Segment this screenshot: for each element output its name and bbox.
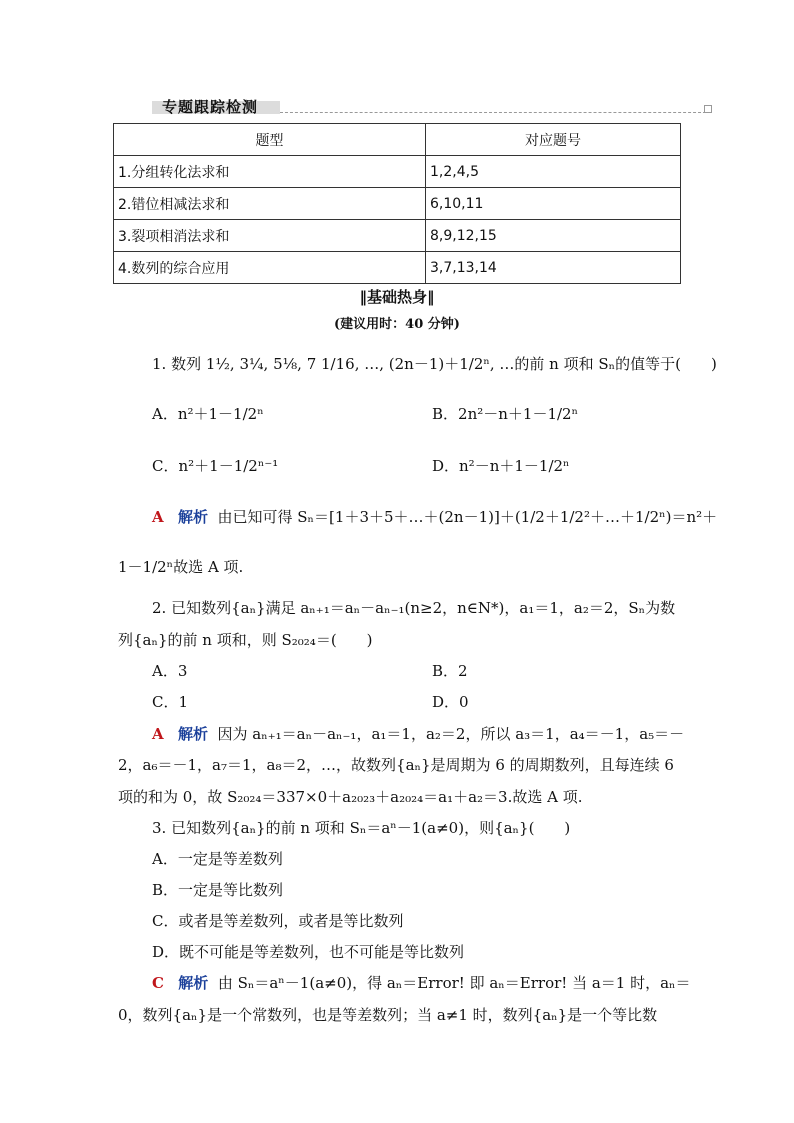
table-cell: 1,2,4,5 xyxy=(426,156,681,188)
header-divider xyxy=(280,112,706,113)
q2-stem-line1: 2. 已知数列{aₙ}满足 aₙ₊₁＝aₙ－aₙ₋₁(n≥2，n∈N*)，a₁＝1，a₂＝2，Sₙ为数 xyxy=(152,599,676,617)
q1-solution-line2: 1－1/2ⁿ故选 A 项. xyxy=(118,558,244,576)
table-cell: 4.数列的综合应用 xyxy=(114,252,426,284)
q1-option-c: C．n²＋1－1/2ⁿ⁻¹ xyxy=(152,457,279,475)
q1-solution-label: 解析 xyxy=(177,508,208,526)
header-corner-mark xyxy=(704,105,712,113)
table-cell: 8,9,12,15 xyxy=(426,220,681,252)
q3-option-d: D．既不可能是等差数列，也不可能是等比数列 xyxy=(152,943,465,961)
q3-option-a: A．一定是等差数列 xyxy=(152,850,283,868)
q1-solution-text1: 由已知可得 Sₙ＝[1＋3＋5＋…＋(2n－1)]＋(1/2＋1/2²＋…＋1/2ⁿ)＝n²＋ xyxy=(217,508,718,526)
table-cell: 3,7,13,14 xyxy=(426,252,681,284)
topic-table xyxy=(113,123,681,284)
q1-option-d: D．n²－n＋1－1/2ⁿ xyxy=(432,457,570,475)
table-header-row xyxy=(114,124,681,156)
q3-solution-text1: 由 Sₙ＝aⁿ－1(a≠0)，得 aₙ＝Error! 即 aₙ＝Error! 当 a＝1 时，aₙ＝ xyxy=(217,974,691,992)
table-row xyxy=(114,156,681,188)
q1-stem: 1. 数列 1½, 3¼, 5⅛, 7 1/16, …, (2n－1)＋1/2ⁿ, …的前 n 项和 Sₙ的值等于( ) xyxy=(152,355,717,373)
table-cell: 1.分组转化法求和 xyxy=(114,156,426,188)
q2-solution-line2: 2，a₆＝－1，a₇＝1，a₈＝2，…，故数列{aₙ}是周期为 6 的周期数列，且每连续 6 xyxy=(118,756,674,774)
table-row xyxy=(114,188,681,220)
table-cell: 3.裂项相消法求和 xyxy=(114,220,426,252)
q2-option-b: B．2 xyxy=(432,662,468,680)
q2-solution-text1: 因为 aₙ₊₁＝aₙ－aₙ₋₁，a₁＝1，a₂＝2，所以 a₃＝1，a₄＝－1，a₅＝－ xyxy=(217,725,685,743)
table-cell: 2.错位相减法求和 xyxy=(114,188,426,220)
table-header-cell: 对应题号 xyxy=(426,124,681,156)
q3-solution-label: 解析 xyxy=(178,974,209,992)
q2-option-a: A．3 xyxy=(152,662,188,680)
q2-option-c: C．1 xyxy=(152,693,189,711)
q3-answer: C xyxy=(152,974,164,992)
table-header-cell: 题型 xyxy=(114,124,426,156)
q1-answer: A xyxy=(152,508,164,526)
q2-answer: A xyxy=(152,725,164,743)
q1-option-a: A．n²＋1－1/2ⁿ xyxy=(152,405,264,423)
q2-solution-line3: 项的和为 0，故 S₂₀₂₄＝337×0＋a₂₀₂₃＋a₂₀₂₄＝a₁＋a₂＝3.故选 A 项. xyxy=(118,788,583,806)
q2-option-d: D．0 xyxy=(432,693,469,711)
q3-solution-line1 xyxy=(152,972,691,993)
q3-option-c: C．或者是等差数列，或者是等比数列 xyxy=(152,912,404,930)
section-title: ‖基础热身‖ xyxy=(359,288,435,306)
table-cell: 6,10,11 xyxy=(426,188,681,220)
table-row xyxy=(114,220,681,252)
table-row xyxy=(114,252,681,284)
q2-solution-line1 xyxy=(152,723,684,744)
q3-option-b: B．一定是等比数列 xyxy=(152,881,284,899)
q3-stem: 3. 已知数列{aₙ}的前 n 项和 Sₙ＝aⁿ－1(a≠0)，则{aₙ}( ) xyxy=(152,819,571,837)
header-title: 专题跟踪检测 xyxy=(162,98,259,116)
q3-solution-line2: 0，数列{aₙ}是一个常数列，也是等差数列；当 a≠1 时，数列{aₙ}是一个等比数 xyxy=(118,1006,658,1024)
q1-solution-line1 xyxy=(152,506,717,527)
q2-stem-line2: 列{aₙ}的前 n 项和，则 S₂₀₂₄＝( ) xyxy=(118,631,373,649)
q2-solution-label: 解析 xyxy=(177,725,208,743)
q1-option-b: B．2n²－n＋1－1/2ⁿ xyxy=(432,405,579,423)
section-time: (建议用时：40 分钟) xyxy=(334,317,460,332)
